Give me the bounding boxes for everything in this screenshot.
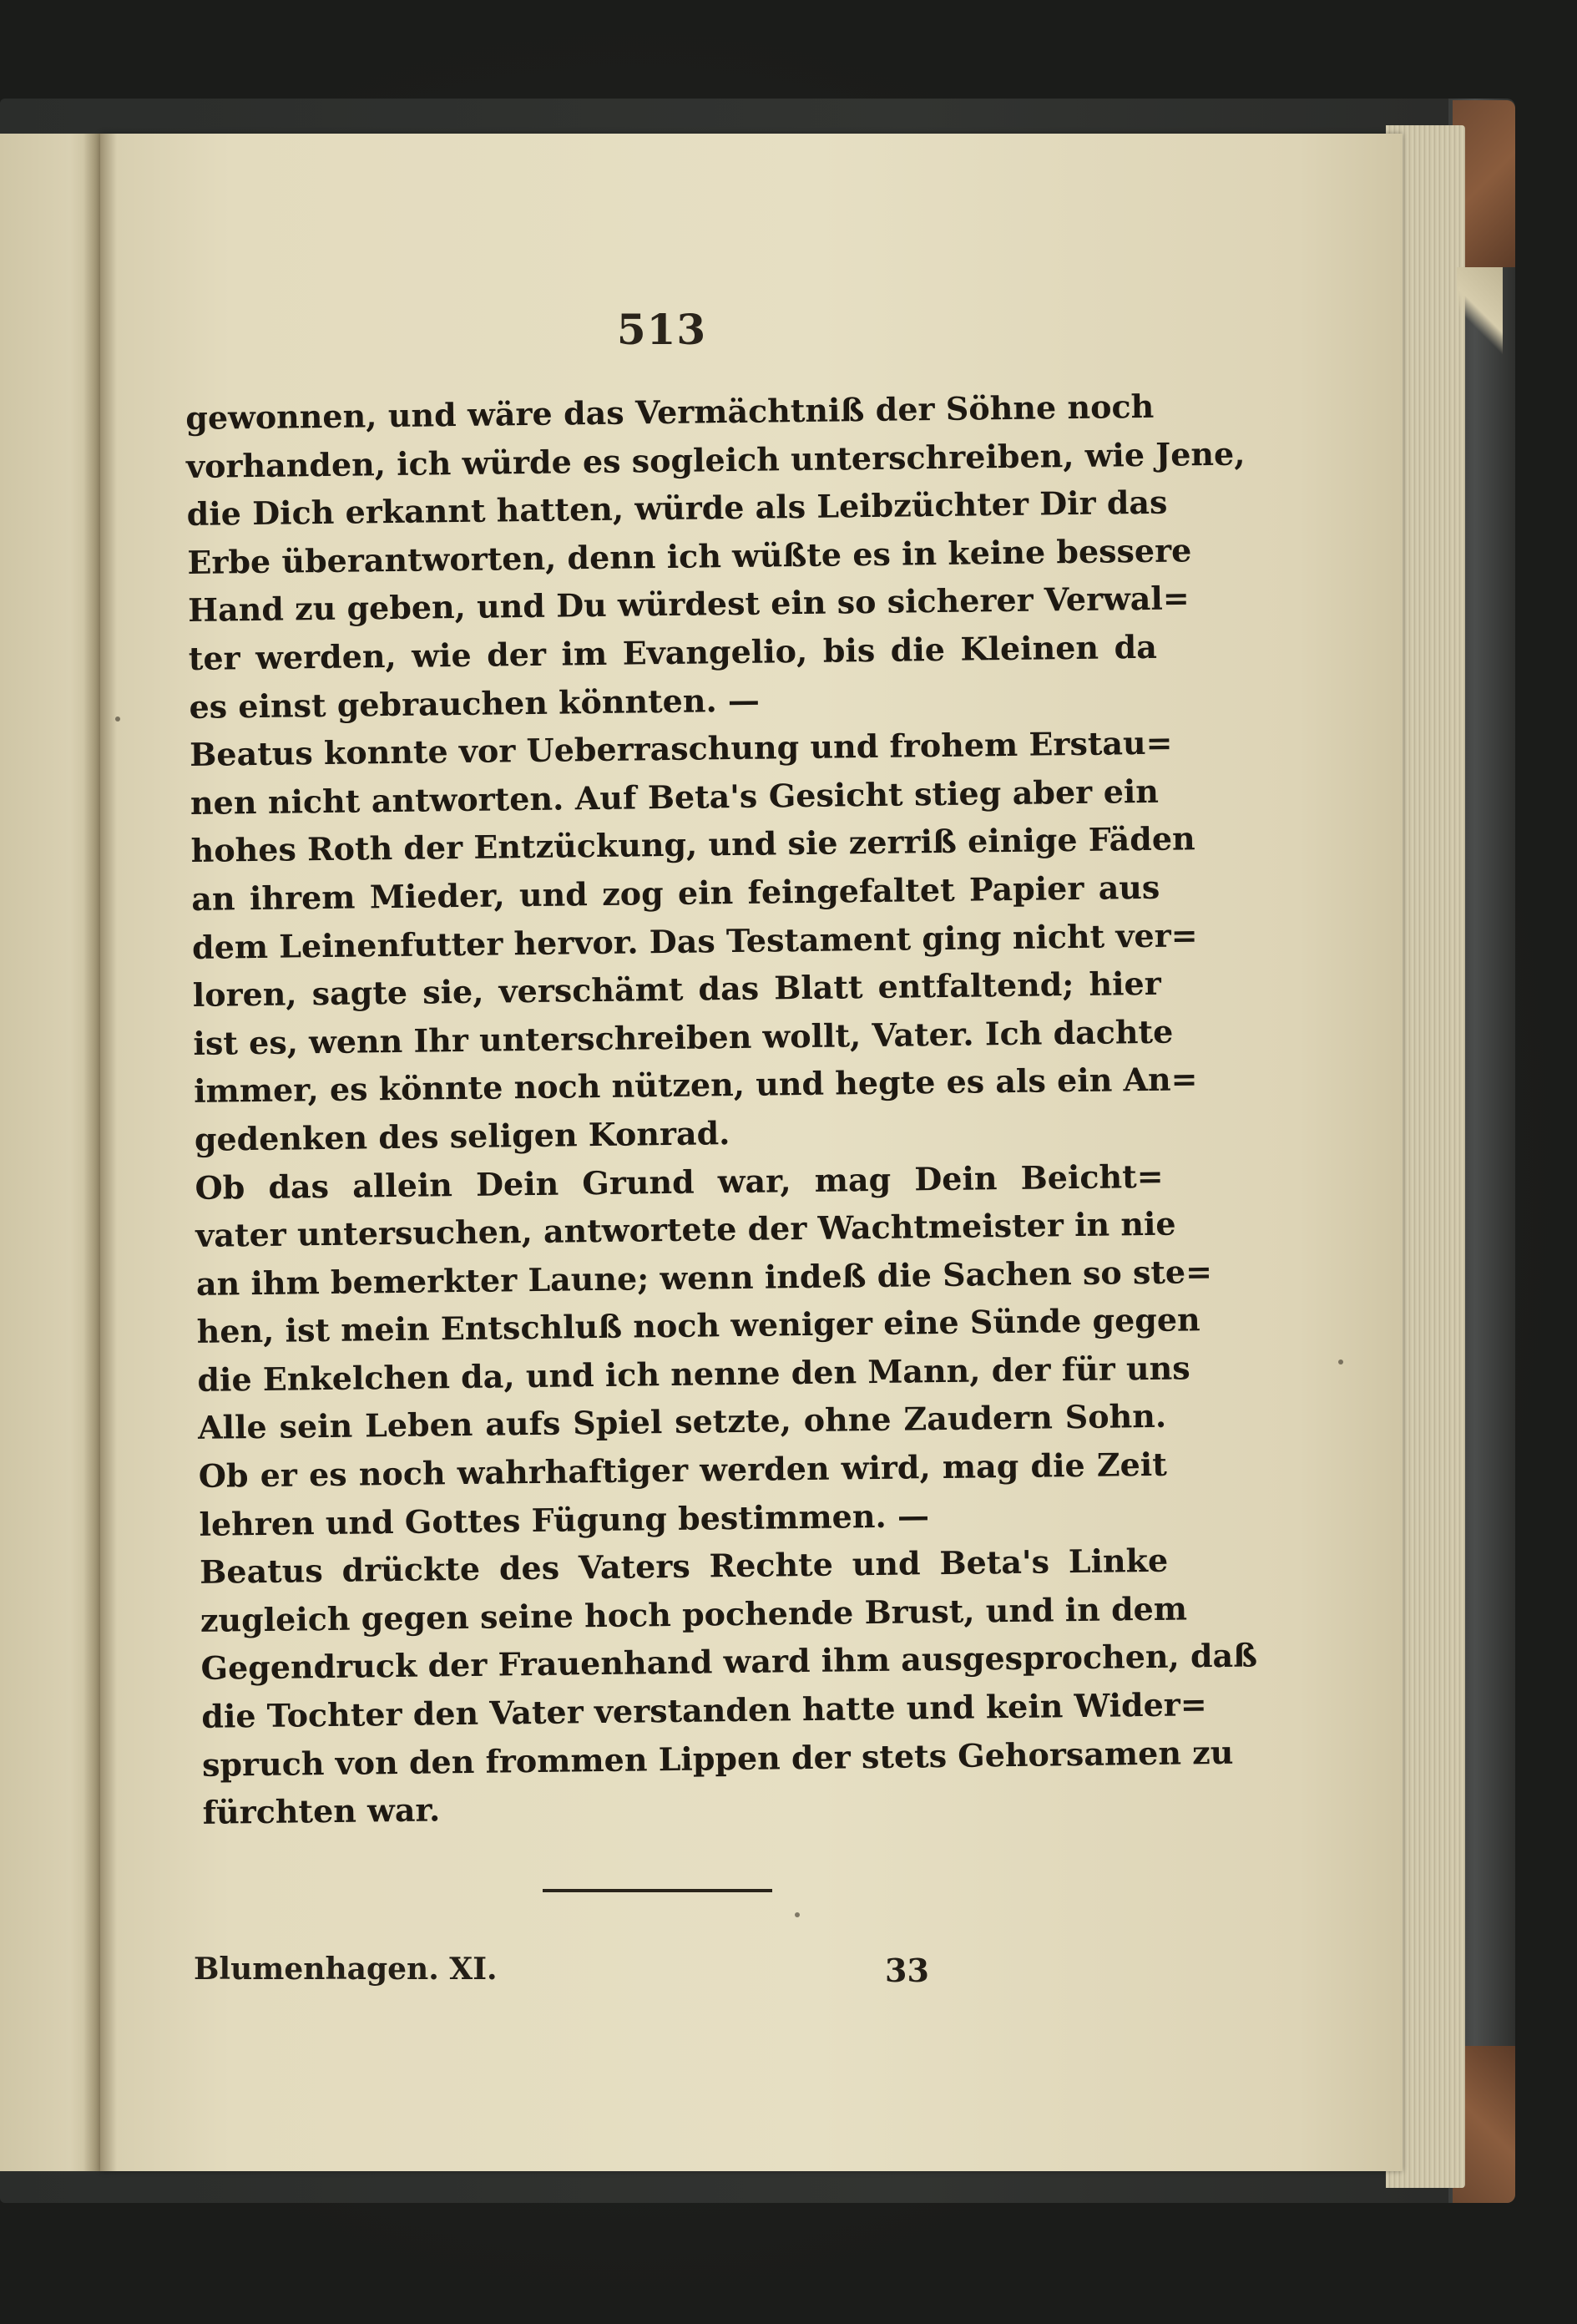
paper-speck — [1338, 1359, 1343, 1365]
text-line: an ihm bemerkter Laune; wenn indeß die Sachen so ste= — [195, 1252, 1213, 1303]
text-line: gedenken des seligen Konrad. — [194, 1114, 730, 1158]
text-line: gewonnen, und wäre das Vermächtniß der Söhne noch — [185, 387, 1155, 437]
text-line: fürchten war. — [202, 1790, 441, 1832]
text-line: loren, sagte sie, verschämt das Blatt entfaltend; hier — [192, 964, 1161, 1015]
paper-speck — [795, 1912, 800, 1917]
text-line: die Tochter den Vater verstanden hatte und kein Wider= — [201, 1685, 1207, 1735]
text-line: Alle sein Leben aufs Spiel setzte, ohne Zaudern Sohn. — [197, 1397, 1167, 1447]
text-line: immer, es könnte noch nützen, und hegte es als ein An= — [193, 1060, 1198, 1111]
text-line: hen, ist mein Entschluß noch weniger eine Sünde gegen — [196, 1300, 1200, 1351]
text-line: Erbe überantworten, denn ich wüßte es in keine bessere — [187, 531, 1192, 581]
page-corner-fold — [1457, 267, 1503, 367]
paper-speck — [115, 716, 120, 722]
text-line: ter werden, wie der im Evangelio, bis die Kleinen da — [188, 627, 1158, 677]
text-line: spruch von den frommen Lippen der stets Gehorsamen zu — [201, 1733, 1234, 1784]
text-line: an ihrem Mieder, und zog ein feingefaltet Papier aus — [191, 868, 1160, 918]
text-line: zugleich gegen seine hoch pochende Brust, und in dem — [200, 1589, 1188, 1639]
page-number: 513 — [616, 305, 707, 354]
text-line: Ob er es noch wahrhaftiger werden wird, mag die Zeit — [198, 1445, 1168, 1495]
text-line: dem Leinenfutter hervor. Das Testament ging nicht ver= — [191, 915, 1198, 966]
book-gutter — [83, 134, 117, 2171]
text-line: Hand zu geben, und Du würdest ein so sicherer Verwal= — [187, 579, 1190, 630]
text-line: hohes Roth der Entzückung, und sie zerriß einige Fäden — [190, 819, 1195, 870]
text-line: es einst gebrauchen könnten. — — [189, 681, 761, 726]
text-line: vorhanden, ich würde es sogleich unterschreiben, wie Jene, — [185, 434, 1246, 485]
text-line: die Enkelchen da, und ich nenne den Mann, der für uns — [197, 1349, 1190, 1399]
footer-sheet-number: 33 — [885, 1952, 929, 1989]
text-line: die Dich erkannt hatten, würde als Leibzüchter Dir das — [186, 483, 1168, 534]
text-line: nen nicht antworten. Auf Beta's Gesicht stieg aber ein — [190, 772, 1160, 822]
text-line: Beatus drückte des Vaters Rechte und Beta's Linke — [199, 1541, 1169, 1592]
text-line: Gegendruck der Frauenhand ward ihm ausgesprochen, daß — [200, 1636, 1258, 1688]
section-rule — [543, 1889, 772, 1892]
text-line: lehren und Gottes Fügung bestimmen. — — [199, 1496, 930, 1543]
text-line: ist es, wenn Ihr unterschreiben wollt, Vater. Ich dachte — [193, 1012, 1174, 1062]
footer-signature: Blumenhagen. XI. — [194, 1952, 498, 1987]
text-line: Ob das allein Dein Grund war, mag Dein Beicht= — [195, 1157, 1164, 1207]
text-line: vater untersuchen, antwortete der Wachtmeister in nie — [195, 1204, 1176, 1255]
text-line: Beatus konnte vor Ueberraschung und frohem Erstau= — [189, 723, 1173, 774]
page-text — [185, 382, 1258, 1837]
